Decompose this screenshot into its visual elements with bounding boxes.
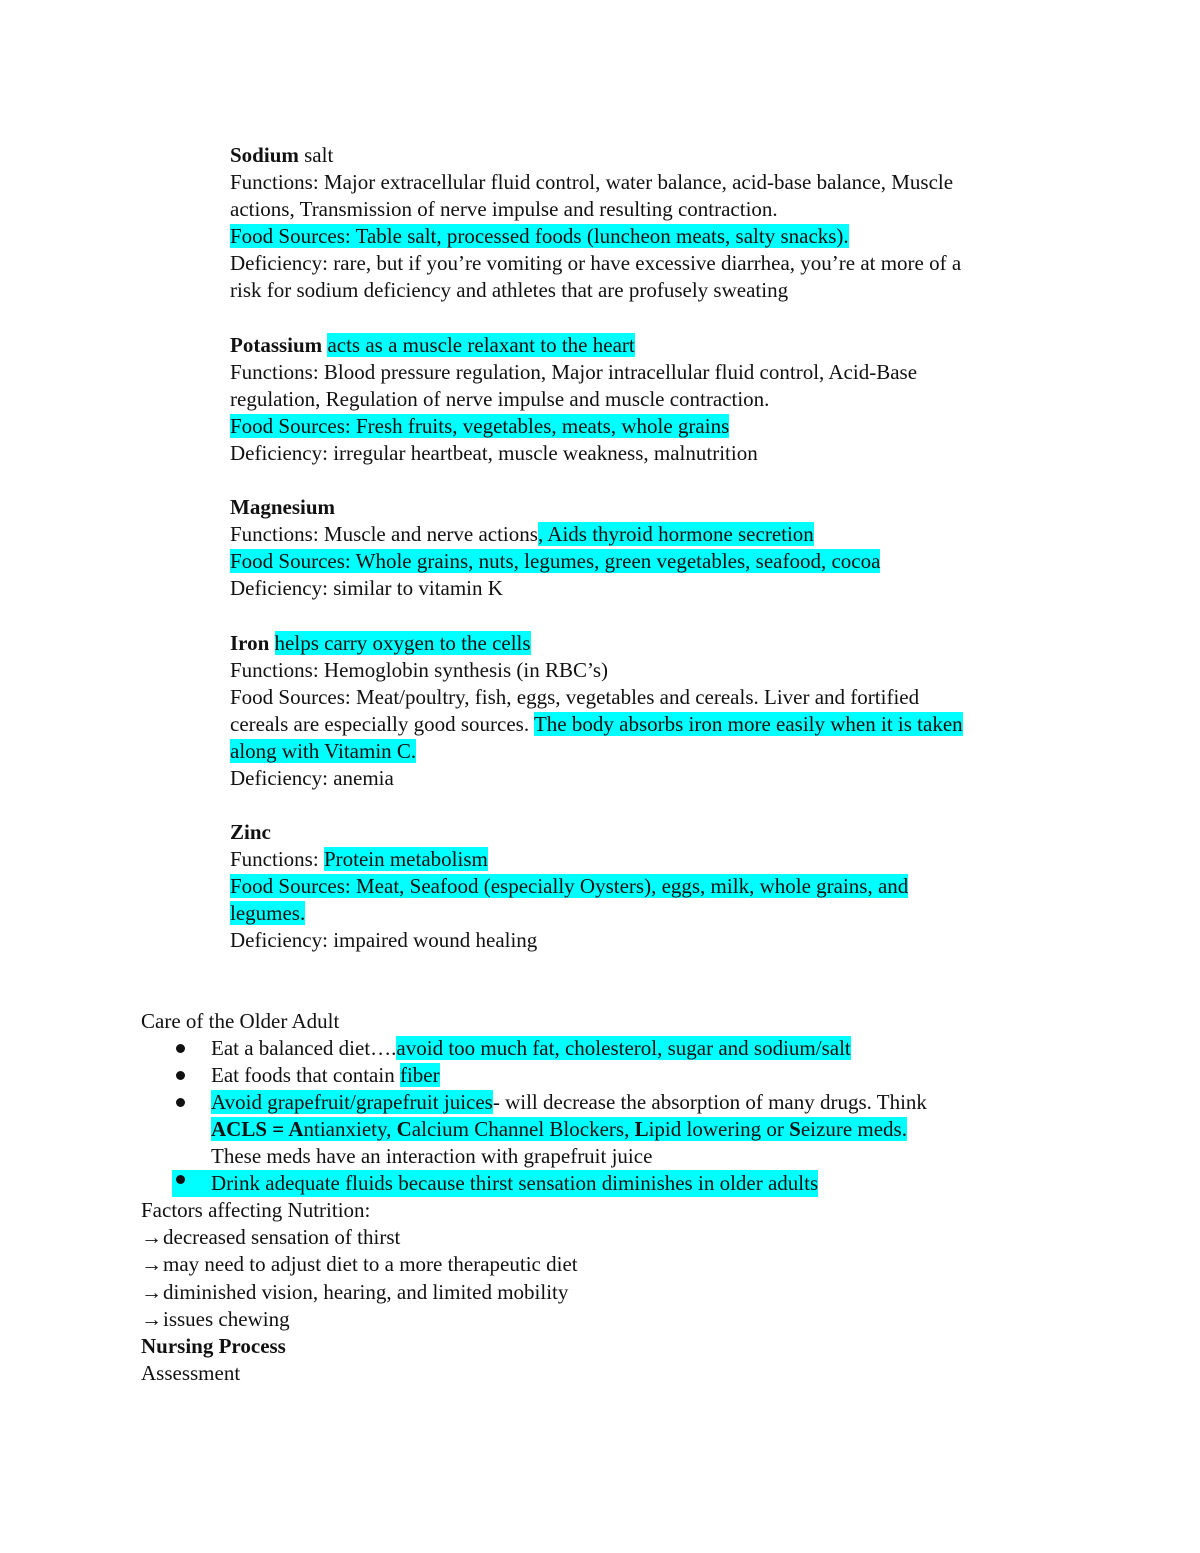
zinc-heading [230,819,271,846]
acls-s-letter: S [789,1117,801,1141]
arrow-right-icon: → [141,1280,162,1304]
bullet-3-text: - will decrease the absorption of many drugs. Think [492,1090,927,1114]
sodium-food [230,223,849,250]
iron-note: helps carry oxygen to the cells [274,631,531,655]
sodium-title-suffix: salt [298,143,334,167]
magnesium-functions [230,521,814,548]
magnesium-deficiency: Deficiency: similar to vitamin K [230,576,503,600]
arrow-right-icon: → [141,1252,162,1276]
zinc-functions-highlight: Protein metabolism [323,847,488,871]
iron-food-2-highlight: The body absorbs iron more easily when it is taken [533,712,963,736]
factors-heading: Factors affecting Nutrition: [141,1198,371,1222]
potassium-functions-1: Functions: Blood pressure regulation, Major intracellular fluid control, Acid-Base [230,360,918,384]
nursing-process-sub: Assessment [141,1361,241,1385]
potassium-food-text: Food Sources: Fresh fruits, vegetables, meats, whole grains [230,414,730,438]
potassium-deficiency: Deficiency: irregular heartbeat, muscle weakness, malnutrition [230,441,758,465]
zinc-food-2 [230,900,305,927]
potassium-heading [230,332,635,359]
bullet-icon [176,1098,185,1107]
factors-item [141,1279,568,1306]
iron-food-1: Food Sources: Meat/poultry, fish, eggs, vegetables and cereals. Liver and fortified [230,685,920,709]
iron-food-3 [230,738,416,765]
zinc-food-2-text: legumes. [230,901,306,925]
potassium-functions-2: regulation, Regulation of nerve impulse and muscle contraction. [230,387,770,411]
zinc-deficiency: Deficiency: impaired wound healing [230,928,538,952]
magnesium-heading [230,494,335,521]
bullet-3-highlight: Avoid grapefruit/grapefruit juices [211,1090,493,1114]
older-adult-bullet-4 [172,1170,818,1197]
bullet-3-continuation: These meds have an interaction with grapefruit juice [211,1144,653,1168]
factors-item [141,1251,578,1278]
sodium-functions-1: Functions: Major extracellular fluid control, water balance, acid-base balance, Muscle [230,170,954,194]
bullet-2-text: Eat foods that contain [211,1063,400,1087]
iron-food-2 [230,711,963,738]
zinc-food-1 [230,873,908,900]
potassium-note: acts as a muscle relaxant to the heart [327,333,635,357]
magnesium-food [230,548,880,575]
zinc-food-1-text: Food Sources: Meat, Seafood (especially Oysters), eggs, milk, whole grains, and [230,874,909,898]
potassium-food [230,413,729,440]
bullet-icon [176,1071,185,1080]
acls-a-letter: ACLS = A [211,1117,304,1141]
acls-s-text: eizure meds. [800,1117,907,1141]
magnesium-functions-highlight: , Aids thyroid hormone secretion [537,522,814,546]
factors-item-text: issues chewing [163,1307,290,1331]
sodium-food-text: Food Sources: Table salt, processed foods (luncheon meats, salty snacks). [230,224,849,248]
iron-functions: Functions: Hemoglobin synthesis (in RBC’s) [230,658,609,682]
iron-title: Iron [230,631,270,655]
factors-item-text: diminished vision, hearing, and limited mobility [163,1280,569,1304]
zinc-functions-text: Functions: [230,847,324,871]
magnesium-functions-text: Functions: Muscle and nerve actions [230,522,538,546]
older-adult-bullet-1 [211,1035,851,1062]
nursing-process-heading: Nursing Process [141,1334,286,1358]
acls-c-letter: C [396,1117,412,1141]
bullet-4-text: Drink adequate fluids because thirst sensation diminishes in older adults [211,1171,819,1195]
sodium-functions-2: actions, Transmission of nerve impulse and resulting contraction. [230,197,778,221]
zinc-functions [230,846,488,873]
iron-food-2-text: cereals are especially good sources. [230,712,534,736]
sodium-heading [230,142,333,169]
zinc-title: Zinc [230,820,271,844]
older-adult-bullet-2 [211,1062,440,1089]
factors-item [141,1306,290,1333]
acls-l-text: ipid lowering or [648,1117,790,1141]
factors-item-text: may need to adjust diet to a more therapeutic diet [163,1252,578,1276]
acls-a-text: ntianxiety, [303,1117,397,1141]
acls-highlight [211,1117,907,1141]
factors-item-text: decreased sensation of thirst [163,1225,401,1249]
bullet-1-text: Eat a balanced diet…. [211,1036,397,1060]
potassium-title: Potassium [230,333,323,357]
acls-c-text: alcium Channel Blockers, [411,1117,635,1141]
arrow-right-icon: → [141,1225,162,1249]
factors-item [141,1224,400,1251]
magnesium-title: Magnesium [230,495,335,519]
older-adult-bullet-3 [211,1089,927,1116]
iron-deficiency: Deficiency: anemia [230,766,394,790]
magnesium-food-text: Food Sources: Whole grains, nuts, legumes, green vegetables, seafood, cocoa [230,549,881,573]
sodium-deficiency-2: risk for sodium deficiency and athletes that are profusely sweating [230,278,789,302]
acls-mnemonic [211,1116,907,1143]
acls-l-letter: L [634,1117,649,1141]
bullet-4-highlight-block [172,1170,818,1197]
bullet-2-highlight: fiber [399,1063,440,1087]
sodium-deficiency-1: Deficiency: rare, but if you’re vomiting or have excessive diarrhea, you’re at more of a [230,251,962,275]
bullet-1-highlight: avoid too much fat, cholesterol, sugar and sodium/salt [396,1036,851,1060]
sodium-title: Sodium [230,143,299,167]
iron-food-3-highlight: along with Vitamin C. [230,739,417,763]
bullet-icon [176,1044,185,1053]
arrow-right-icon: → [141,1307,162,1331]
iron-heading [230,630,531,657]
older-adult-heading: Care of the Older Adult [141,1009,340,1033]
